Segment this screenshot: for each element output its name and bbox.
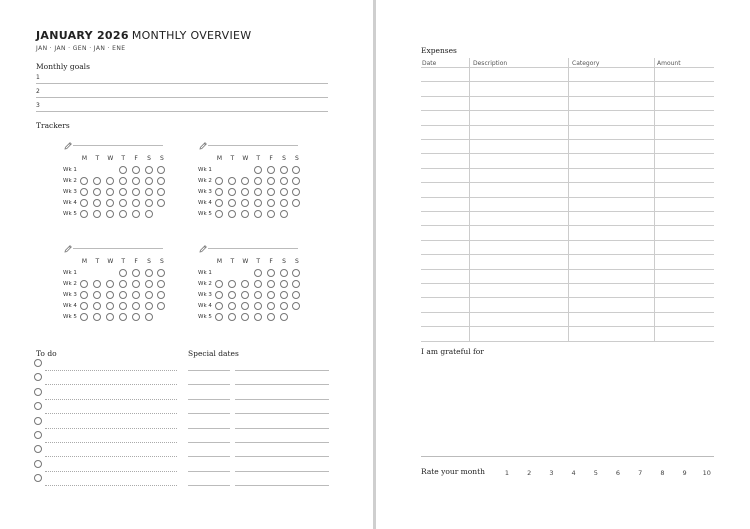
column-divider	[568, 58, 569, 342]
trackers-heading: Trackers	[36, 121, 70, 130]
special-date-cell[interactable]	[188, 485, 230, 486]
todo-checkbox[interactable]	[34, 417, 42, 425]
week-label: Wk 1	[63, 270, 77, 276]
day-header: T	[121, 258, 126, 265]
day-checkbox[interactable]	[280, 188, 288, 196]
column-date: Date	[422, 60, 437, 67]
day-checkbox[interactable]	[80, 280, 88, 288]
day-checkbox[interactable]	[280, 280, 288, 288]
goal-row[interactable]	[36, 98, 328, 112]
day-checkbox[interactable]	[241, 280, 249, 288]
grateful-heading: I am grateful for	[421, 347, 484, 356]
todo-line[interactable]	[45, 428, 177, 429]
rate-heading: Rate your month	[421, 467, 485, 476]
day-checkbox[interactable]	[254, 313, 262, 321]
page-title-main: JANUARY 2026	[36, 29, 129, 42]
day-header: S	[159, 155, 164, 162]
special-date-note[interactable]	[235, 399, 329, 400]
day-checkbox[interactable]	[267, 269, 275, 277]
day-header: T	[95, 155, 100, 162]
todo-line[interactable]	[45, 370, 177, 371]
special-date-note[interactable]	[235, 413, 329, 414]
habit-tracker	[63, 136, 163, 218]
day-header: M	[216, 155, 223, 162]
day-header: S	[159, 258, 164, 265]
day-checkbox[interactable]	[106, 210, 114, 218]
special-date-cell[interactable]	[188, 384, 230, 385]
day-checkbox[interactable]	[80, 177, 88, 185]
day-checkbox[interactable]	[132, 177, 140, 185]
todo-line[interactable]	[45, 384, 177, 385]
day-header: W	[107, 155, 114, 162]
pencil-icon	[63, 136, 73, 146]
todo-line[interactable]	[45, 399, 177, 400]
day-checkbox[interactable]	[119, 291, 127, 299]
day-checkbox[interactable]	[132, 199, 140, 207]
day-checkbox[interactable]	[119, 199, 127, 207]
day-header: S	[282, 155, 286, 162]
todo-checkbox[interactable]	[34, 460, 42, 468]
tracker-title-line[interactable]	[73, 248, 163, 249]
day-checkbox[interactable]	[106, 188, 114, 196]
day-checkbox[interactable]	[215, 188, 223, 196]
week-label: Wk 3	[198, 189, 212, 195]
day-checkbox[interactable]	[280, 269, 288, 277]
day-checkbox[interactable]	[119, 280, 127, 288]
day-checkbox[interactable]	[106, 199, 114, 207]
day-checkbox[interactable]	[254, 302, 262, 310]
day-checkbox[interactable]	[267, 291, 275, 299]
week-label: Wk 5	[198, 211, 212, 217]
day-checkbox[interactable]	[254, 269, 262, 277]
day-header: S	[294, 258, 299, 265]
day-checkbox[interactable]	[215, 177, 223, 185]
right-page	[376, 0, 750, 529]
rate-option[interactable]: 10	[702, 469, 711, 477]
month-translations: JAN · JAN · GEN · JAN · ENE	[36, 45, 126, 52]
rate-option[interactable]: 7	[638, 469, 643, 477]
day-checkbox[interactable]	[215, 210, 223, 218]
day-checkbox[interactable]	[93, 177, 101, 185]
day-checkbox[interactable]	[80, 313, 88, 321]
day-checkbox[interactable]	[280, 313, 288, 321]
day-checkbox[interactable]	[228, 313, 236, 321]
day-checkbox[interactable]	[241, 302, 249, 310]
week-label: Wk 3	[63, 189, 77, 195]
day-checkbox[interactable]	[267, 280, 275, 288]
week-label: Wk 4	[63, 303, 77, 309]
day-header: M	[81, 258, 88, 265]
day-checkbox[interactable]	[267, 188, 275, 196]
day-checkbox[interactable]	[228, 210, 236, 218]
day-checkbox[interactable]	[119, 166, 127, 174]
day-checkbox[interactable]	[267, 166, 275, 174]
day-checkbox[interactable]	[80, 188, 88, 196]
special-date-note[interactable]	[235, 384, 329, 385]
day-checkbox[interactable]	[80, 291, 88, 299]
special-date-cell[interactable]	[188, 428, 230, 429]
todo-line[interactable]	[45, 456, 177, 457]
goal-number: 2	[36, 88, 40, 95]
week-label: Wk 1	[63, 167, 77, 173]
goal-row[interactable]	[36, 70, 328, 84]
day-checkbox[interactable]	[106, 313, 114, 321]
column-divider	[654, 58, 655, 342]
day-checkbox[interactable]	[228, 177, 236, 185]
day-checkbox[interactable]	[80, 302, 88, 310]
day-checkbox[interactable]	[241, 199, 249, 207]
day-checkbox[interactable]	[93, 280, 101, 288]
todo-heading: To do	[36, 349, 57, 358]
day-header: W	[107, 258, 114, 265]
day-checkbox[interactable]	[145, 210, 153, 218]
day-checkbox[interactable]	[267, 177, 275, 185]
todo-line[interactable]	[45, 442, 177, 443]
day-checkbox[interactable]	[93, 291, 101, 299]
day-checkbox[interactable]	[241, 313, 249, 321]
todo-line[interactable]	[45, 471, 177, 472]
page-title-sub: MONTHLY OVERVIEW	[131, 29, 252, 42]
week-label: Wk 4	[198, 200, 212, 206]
tracker-title-line[interactable]	[73, 145, 163, 146]
week-label: Wk 3	[198, 292, 212, 298]
day-checkbox[interactable]	[280, 177, 288, 185]
week-label: Wk 2	[198, 178, 212, 184]
day-checkbox[interactable]	[93, 199, 101, 207]
day-checkbox[interactable]	[254, 210, 262, 218]
day-checkbox[interactable]	[80, 199, 88, 207]
special-date-cell[interactable]	[188, 442, 230, 443]
day-checkbox[interactable]	[132, 313, 140, 321]
pencil-icon	[198, 136, 208, 146]
column-category: Category	[572, 60, 600, 67]
day-checkbox[interactable]	[145, 302, 153, 310]
day-header: S	[294, 155, 299, 162]
special-date-note[interactable]	[235, 442, 329, 443]
special-date-cell[interactable]	[188, 456, 230, 457]
rate-option[interactable]: 5	[593, 469, 598, 477]
week-label: Wk 2	[63, 178, 77, 184]
day-checkbox[interactable]	[228, 302, 236, 310]
day-checkbox[interactable]	[267, 199, 275, 207]
week-label: Wk 4	[198, 303, 212, 309]
day-checkbox[interactable]	[93, 302, 101, 310]
special-date-note[interactable]	[235, 471, 329, 472]
day-checkbox[interactable]	[106, 302, 114, 310]
goal-row[interactable]	[36, 84, 328, 98]
day-checkbox[interactable]	[106, 177, 114, 185]
tracker-title-line[interactable]	[208, 248, 298, 249]
day-header: T	[230, 155, 235, 162]
week-label: Wk 1	[198, 167, 212, 173]
day-checkbox[interactable]	[254, 291, 262, 299]
habit-tracker	[198, 239, 298, 321]
week-label: Wk 2	[198, 281, 212, 287]
day-header: F	[134, 155, 138, 162]
day-header: T	[95, 258, 100, 265]
todo-checkbox[interactable]	[34, 431, 42, 439]
day-checkbox[interactable]	[93, 188, 101, 196]
day-checkbox[interactable]	[228, 280, 236, 288]
day-header: M	[81, 155, 88, 162]
day-checkbox[interactable]	[241, 188, 249, 196]
day-header: F	[269, 155, 273, 162]
todo-checkbox[interactable]	[34, 388, 42, 396]
day-checkbox[interactable]	[254, 188, 262, 196]
day-checkbox[interactable]	[132, 280, 140, 288]
special-date-note[interactable]	[235, 485, 329, 486]
week-label: Wk 2	[63, 281, 77, 287]
day-checkbox[interactable]	[228, 199, 236, 207]
pencil-icon	[63, 239, 73, 249]
day-checkbox[interactable]	[267, 302, 275, 310]
day-checkbox[interactable]	[80, 210, 88, 218]
day-checkbox[interactable]	[132, 166, 140, 174]
day-checkbox[interactable]	[254, 166, 262, 174]
day-checkbox[interactable]	[119, 210, 127, 218]
day-checkbox[interactable]	[119, 188, 127, 196]
day-checkbox[interactable]	[119, 269, 127, 277]
goals-heading: Monthly goals	[36, 62, 90, 71]
day-header: S	[147, 155, 151, 162]
day-checkbox[interactable]	[132, 302, 140, 310]
day-header: T	[121, 155, 126, 162]
day-checkbox[interactable]	[119, 302, 127, 310]
rate-option[interactable]: 2	[527, 469, 532, 477]
rate-option[interactable]: 3	[549, 469, 554, 477]
day-checkbox[interactable]	[280, 210, 288, 218]
day-header: M	[216, 258, 223, 265]
habit-tracker	[198, 136, 298, 218]
day-checkbox[interactable]	[241, 210, 249, 218]
day-header: S	[147, 258, 151, 265]
day-checkbox[interactable]	[215, 199, 223, 207]
week-label: Wk 5	[63, 314, 77, 320]
special-dates-heading: Special dates	[188, 349, 239, 358]
day-checkbox[interactable]	[254, 199, 262, 207]
todo-checkbox[interactable]	[34, 359, 42, 367]
special-date-cell[interactable]	[188, 413, 230, 414]
column-divider	[469, 58, 470, 342]
day-checkbox[interactable]	[93, 313, 101, 321]
day-checkbox[interactable]	[215, 291, 223, 299]
rate-option[interactable]: 9	[682, 469, 687, 477]
special-date-note[interactable]	[235, 428, 329, 429]
day-checkbox[interactable]	[145, 269, 153, 277]
todo-line[interactable]	[45, 485, 177, 486]
day-header: F	[269, 258, 273, 265]
day-checkbox[interactable]	[132, 291, 140, 299]
day-checkbox[interactable]	[280, 291, 288, 299]
week-label: Wk 5	[198, 314, 212, 320]
day-header: T	[230, 258, 235, 265]
day-checkbox[interactable]	[228, 291, 236, 299]
day-checkbox[interactable]	[241, 291, 249, 299]
rate-option[interactable]: 1	[504, 469, 510, 477]
goal-number: 3	[36, 102, 40, 109]
rate-option[interactable]: 4	[571, 469, 576, 477]
day-header: F	[134, 258, 138, 265]
day-header: W	[242, 258, 249, 265]
day-checkbox[interactable]	[215, 280, 223, 288]
column-description: Description	[473, 60, 508, 67]
day-checkbox[interactable]	[215, 313, 223, 321]
day-checkbox[interactable]	[93, 210, 101, 218]
day-checkbox[interactable]	[132, 269, 140, 277]
day-header: T	[256, 258, 261, 265]
day-checkbox[interactable]	[119, 313, 127, 321]
column-amount: Amount	[657, 60, 681, 67]
day-checkbox[interactable]	[254, 177, 262, 185]
day-checkbox[interactable]	[145, 313, 153, 321]
page-title	[36, 29, 251, 42]
day-header: T	[256, 155, 261, 162]
habit-tracker	[63, 239, 163, 321]
special-date-cell[interactable]	[188, 471, 230, 472]
goal-number: 1	[36, 74, 40, 81]
week-label: Wk 4	[63, 200, 77, 206]
rate-option[interactable]: 8	[660, 469, 665, 477]
day-checkbox[interactable]	[145, 177, 153, 185]
day-checkbox[interactable]	[145, 188, 153, 196]
day-checkbox[interactable]	[215, 302, 223, 310]
day-header: W	[242, 155, 249, 162]
expenses-heading: Expenses	[421, 46, 457, 55]
day-checkbox[interactable]	[106, 291, 114, 299]
special-date-cell[interactable]	[188, 370, 230, 371]
day-checkbox[interactable]	[145, 291, 153, 299]
day-checkbox[interactable]	[106, 280, 114, 288]
day-checkbox[interactable]	[280, 199, 288, 207]
special-date-note[interactable]	[235, 370, 329, 371]
special-date-note[interactable]	[235, 456, 329, 457]
rate-option[interactable]: 6	[615, 469, 621, 477]
week-label: Wk 3	[63, 292, 77, 298]
day-checkbox[interactable]	[280, 302, 288, 310]
tracker-title-line[interactable]	[208, 145, 298, 146]
day-checkbox[interactable]	[145, 280, 153, 288]
week-label: Wk 5	[63, 211, 77, 217]
day-checkbox[interactable]	[267, 210, 275, 218]
day-header: S	[282, 258, 286, 265]
day-checkbox[interactable]	[119, 177, 127, 185]
week-label: Wk 1	[198, 270, 212, 276]
day-checkbox[interactable]	[132, 188, 140, 196]
todo-line[interactable]	[45, 413, 177, 414]
day-checkbox[interactable]	[241, 177, 249, 185]
day-checkbox[interactable]	[267, 313, 275, 321]
pencil-icon	[198, 239, 208, 249]
grateful-box-bottom	[421, 456, 714, 457]
day-checkbox[interactable]	[280, 166, 288, 174]
day-checkbox[interactable]	[254, 280, 262, 288]
special-date-cell[interactable]	[188, 399, 230, 400]
day-checkbox[interactable]	[145, 166, 153, 174]
day-checkbox[interactable]	[145, 199, 153, 207]
day-checkbox[interactable]	[132, 210, 140, 218]
day-checkbox[interactable]	[228, 188, 236, 196]
